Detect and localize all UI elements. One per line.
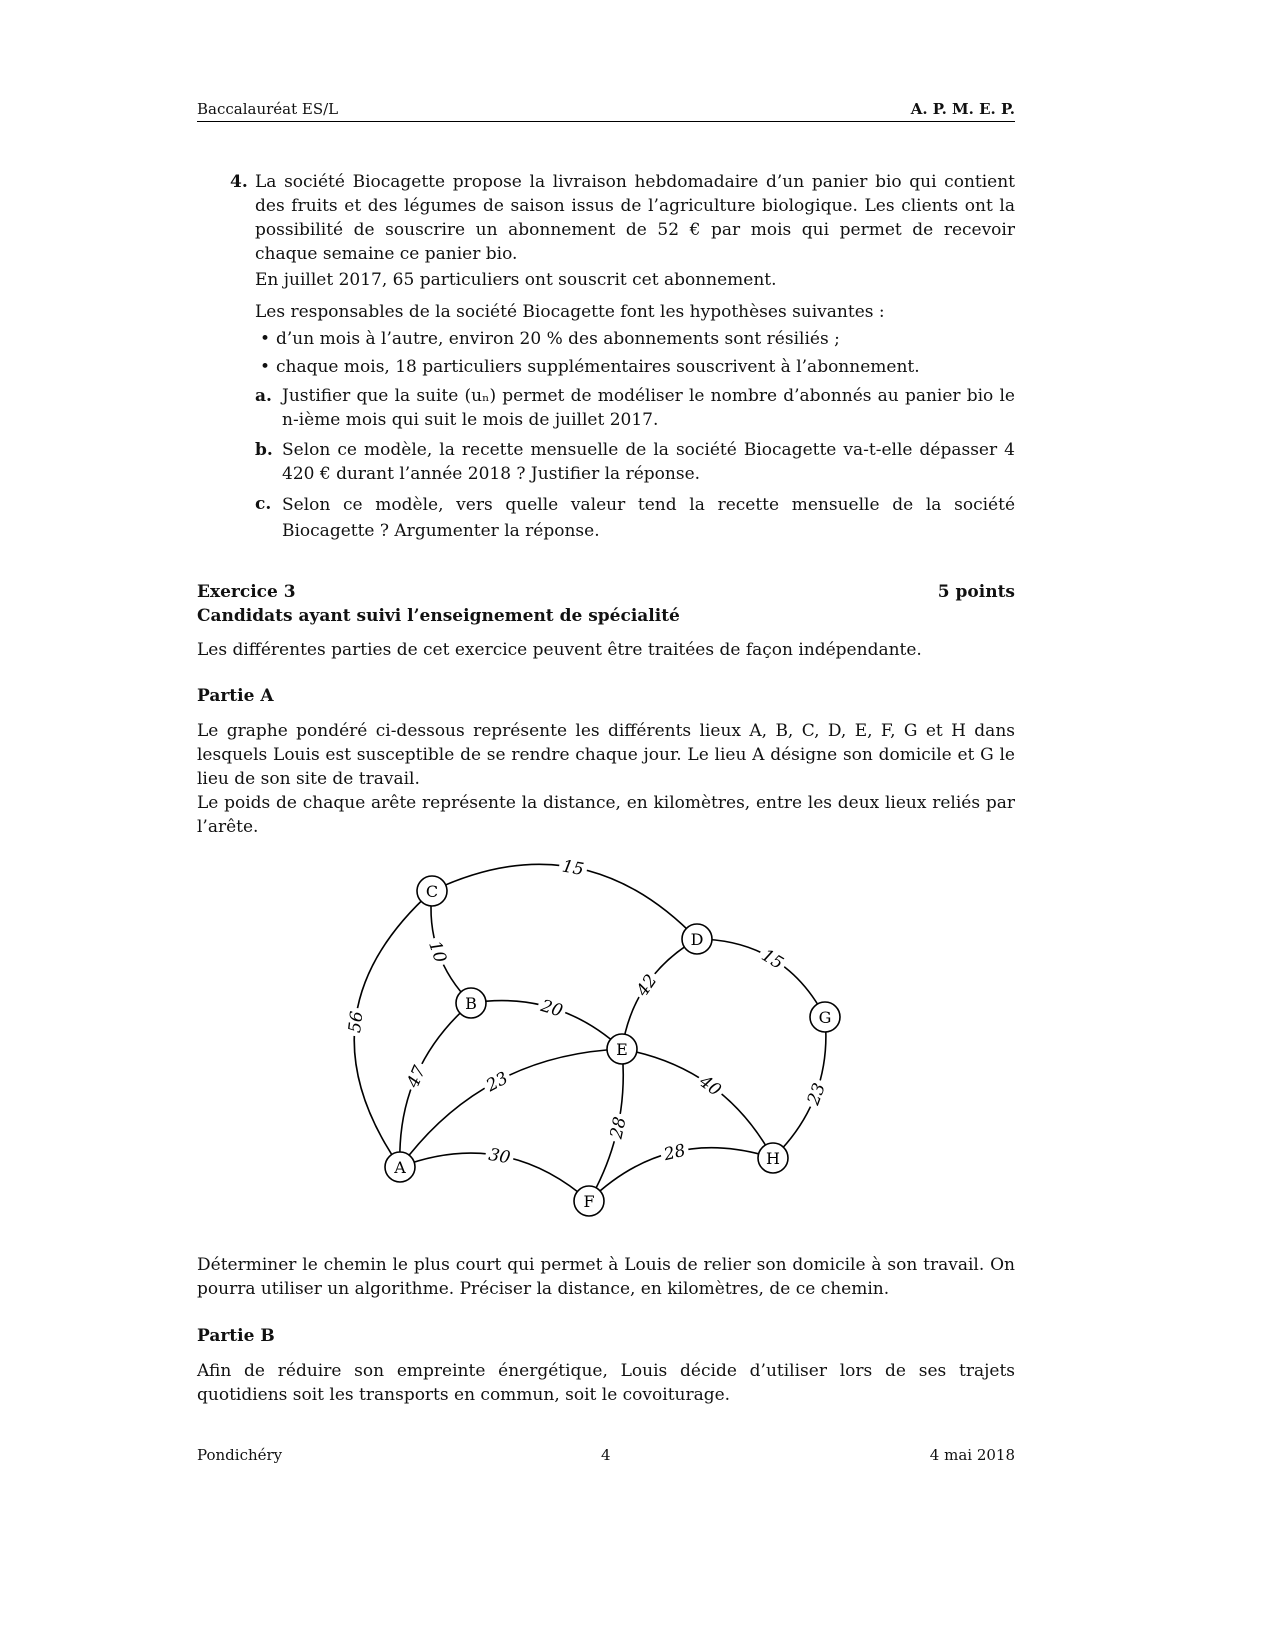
part-a-heading: Partie A (197, 686, 274, 706)
edge-weight-label: 20 (538, 996, 565, 1022)
bullet-text: d’un mois à l’autre, environ 20 % des abonnements sont résiliés ; (276, 329, 840, 349)
graph-edge (354, 891, 432, 1167)
question-text: En juillet 2017, 65 particuliers ont souscrit cet abonnement. (255, 270, 777, 290)
edge-weight-label: 28 (606, 1115, 631, 1141)
question-number: 4. (230, 172, 248, 192)
question-text: La société Biocagette propose la livraison hebdomadaire d’un panier bio qui contient des fruits et des légumes de saison issus de l’agriculture biologique. Les clients ont la possibilité de souscrire un abonnement de 52 € par mois qui permet de recevoir chaque semaine ce panier bio. (255, 172, 1015, 264)
bullet: • (260, 329, 271, 349)
node-label: A (394, 1158, 406, 1177)
node-label: F (583, 1192, 595, 1211)
edge-weight-label: 47 (403, 1062, 431, 1091)
exercise-intro: Les différentes parties de cet exercice peuvent être traitées de façon indépendante. (197, 640, 922, 660)
item-text: Selon ce modèle, la recette mensuelle de la société Biocagette va-t-elle dépasser 4 420 € durant l’année 2018 ? Justifier la réponse. (282, 440, 1015, 484)
footer-date: 4 mai 2018 (929, 1446, 1015, 1464)
item-label: b. (255, 440, 273, 460)
graph-edge (622, 939, 697, 1049)
edge-weight-label: 15 (757, 945, 787, 974)
graph-edge (622, 1049, 773, 1158)
page-footer (197, 1443, 1015, 1467)
header-right: A. P. M. E. P. (910, 100, 1015, 118)
edge-weight-label: 10 (424, 938, 451, 966)
node-label: C (425, 882, 439, 901)
question-text: Les responsables de la société Biocagette font les hypothèses suivantes : (255, 302, 885, 322)
part-b-text: Afin de réduire son empreinte énergétique, Louis décide d’utiliser lors de ses trajets quotidiens soit les transports en commun, soit le covoiturage. (197, 1361, 1015, 1405)
part-a-text: Le poids de chaque arête représente la distance, en kilomètres, entre les deux lieux reliés par l’arête. (197, 793, 1015, 837)
edge-weight-label: 30 (487, 1144, 512, 1169)
bullet: • (260, 357, 271, 377)
node-label: D (690, 930, 704, 949)
edge-weight-label: 56 (345, 1010, 368, 1034)
page-number: 4 (601, 1446, 611, 1464)
part-a-question: Déterminer le chemin le plus court qui permet à Louis de relier son domicile à son travail. On pourra utiliser un algorithme. Préciser la distance, en kilomètres, de ce chemin. (197, 1255, 1015, 1299)
graph-edge (697, 939, 825, 1017)
footer-left: Pondichéry (197, 1446, 283, 1464)
node-label: H (766, 1149, 780, 1168)
edge-weight-label: 23 (483, 1068, 512, 1097)
item-label: c. (255, 494, 272, 514)
item-text: Selon ce modèle, vers quelle valeur tend la recette mensuelle de la société Biocagette ? Argumenter la réponse. (282, 495, 1015, 541)
edge-weight-label: 15 (560, 856, 586, 881)
exercise-title: Exercice 3 (197, 582, 296, 602)
edge-weight-label: 42 (632, 970, 662, 1001)
exercise-subtitle: Candidats ayant suivi l’enseignement de spécialité (197, 606, 680, 626)
edge-weight-label: 40 (695, 1071, 725, 1101)
item-text: Justifier que la suite (uₙ) permet de modéliser le nombre d’abonnés au panier bio le n-ième mois qui suit le mois de juillet 2017. (282, 386, 1015, 430)
node-label: B (465, 994, 477, 1013)
item-label: a. (255, 386, 272, 406)
node-label: E (616, 1040, 628, 1059)
header-left: Baccalauréat ES/L (197, 100, 339, 118)
part-b-heading: Partie B (197, 1326, 275, 1346)
edge-weight-label: 23 (803, 1080, 830, 1108)
edge-weight-label: 28 (661, 1140, 688, 1166)
part-a-text: Le graphe pondéré ci-dessous représente les différents lieux A, B, C, D, E, F, G et H dans lesquels Louis est susceptible de se rendre chaque jour. Le lieu A désigne son domicile et G le lieu de son site de travail. (197, 721, 1015, 789)
node-label: G (818, 1008, 832, 1027)
exercise-points: 5 points (937, 582, 1015, 602)
bullet-text: chaque mois, 18 particuliers supplémentaires souscrivent à l’abonnement. (276, 357, 920, 377)
